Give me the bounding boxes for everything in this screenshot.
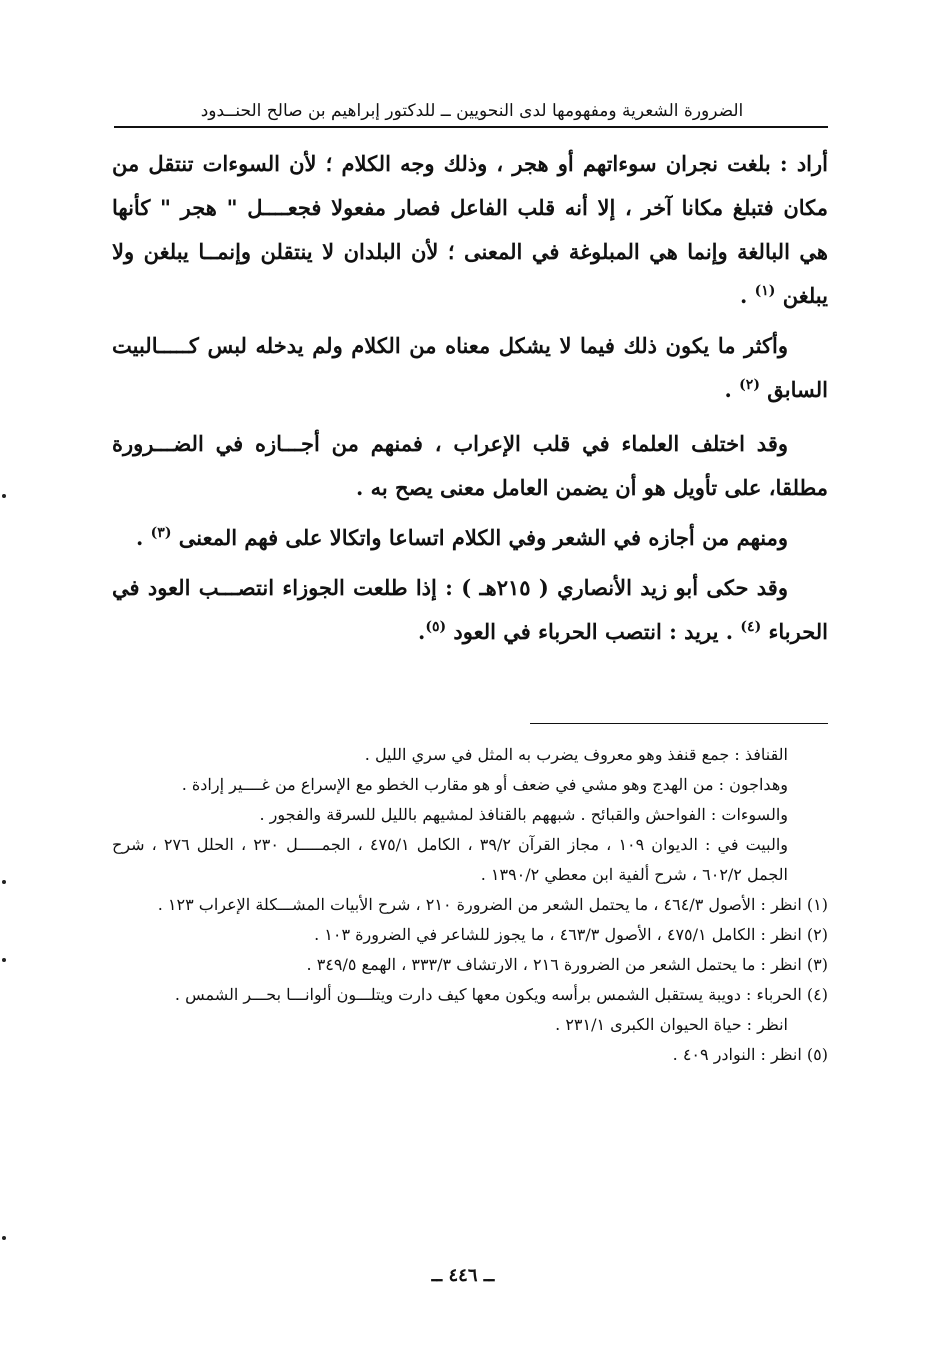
paragraph: وقد حكى أبو زيد الأنصاري ( ٢١٥هـ ) : إذا طلعت الجوزاء انتصـــب العود في الحرباء $^{(٤)}$ . يريد : انتصب الحرباء في العود $^{(٥)}$. — [112, 575, 828, 644]
margin-mark — [2, 1236, 6, 1240]
footnote-line: والسوءات : الفواحش والقبائح . شبههم بالقنافذ لمشيهم بالليل للسرقة والفجور . — [259, 805, 788, 824]
header-rule — [114, 126, 828, 128]
footnote-4: (٤) الحرباء : دويبة يستقبل الشمس برأسه ويكون معها كيف دارت ويتلـــون ألوانـــا بحـــر الشمس . — [174, 985, 828, 1004]
paragraph: ومنهم من أجازه في الشعر وفي الكلام اتساعا واتكالا على فهم المعنى $^{(٣)}$ . — [136, 525, 788, 550]
footnote-reference[interactable]: (٤) — [740, 619, 762, 635]
footnote-line: والبيت في : الديوان ١٠٩ ، مجاز القرآن ٣٩/٢ ، الكامل ٤٧٥/١ ، الجمـــــل ٢٣٠ ، الحلل ٢٧٦ ، شرح الجمل ٦٠٢/٢ ، شرح ألفية ابن معطي ١٣٩٠/٢ . — [112, 835, 789, 884]
footnote-reference[interactable]: (١) — [754, 283, 776, 299]
footnote-3: (٣) انظر : ما يحتمل الشعر من الضرورة ٢١٦ ، الارتشاف ٣٣٣/٣ ، الهمع ٣٤٩/٥ . — [306, 955, 828, 974]
footnote-reference[interactable]: (٥) — [425, 619, 447, 635]
footnote-reference[interactable]: (٣) — [150, 525, 172, 541]
footnote-1: (١) انظر : الأصول ٤٦٤/٣ ، ما يحتمل الشعر من الضرورة ٢١٠ ، شرح الأبيات المشـــكلة الإعراب ١٢٣ . — [157, 895, 828, 914]
main-text — [112, 142, 828, 660]
footnote-reference[interactable]: (٢) — [739, 377, 760, 393]
margin-mark — [2, 494, 6, 498]
running-head: الضرورة الشعرية ومفهومها لدى النحويين ــ للدكتور إبراهيم بن صالح الحنــدود — [200, 101, 744, 121]
margin-mark — [2, 958, 6, 962]
margin-mark — [2, 880, 6, 884]
footnotes — [112, 740, 828, 1070]
paragraph: أراد : بلغت نجران سوءاتهم أو هجر ، وذلك وجه الكلام ؛ لأن السوءات تنتقل من مكان فتبلغ مكانا آخر ، إلا أنه قلب الفاعل فصار مفعولا فجعــــل " هجر " كأنها هي البالغة وإنما هي المبلوغة في المعنى ؛ لأن البلدان لا ينتقلن وإنمــا يبلغن ولا يبلغن $^{(١)}$ . — [112, 151, 828, 308]
paragraph: وأكثر ما يكون ذلك فيما لا يشكل معناه من الكلام ولم يدخله لبس كـــــالبيت السابق $^{(٢)}$ . — [112, 333, 828, 402]
footnote-4-source: انظر : حياة الحيوان الكبرى ٢٣١/١ . — [555, 1015, 788, 1034]
footnote-5: (٥) انظر : النوادر ٤٠٩ . — [672, 1045, 828, 1064]
footnote-line: القنافذ : جمع قنفذ وهو معروف يضرب به المثل في سري الليل . — [364, 745, 788, 764]
footnote-separator — [530, 723, 828, 724]
footnote-2: (٢) انظر : الكامل ٤٧٥/١ ، الأصول ٤٦٣/٣ ، ما يجوز للشاعر في الضرورة ١٠٣ . — [314, 925, 828, 944]
page-number: ــ ٤٤٦ ــ — [431, 1265, 495, 1286]
footnote-line: وهداجون : من الهدج وهو مشي في ضعف أو هو مقارب الخطو مع الإسراع من غــــير إرادة . — [181, 775, 788, 794]
paragraph: وقد اختلف العلماء في قلب الإعراب ، فمنهم من أجـــازه في الضـــرورة مطلقا، على تأويل هو أن يضمن العامل معنى يصح به . — [112, 431, 828, 500]
